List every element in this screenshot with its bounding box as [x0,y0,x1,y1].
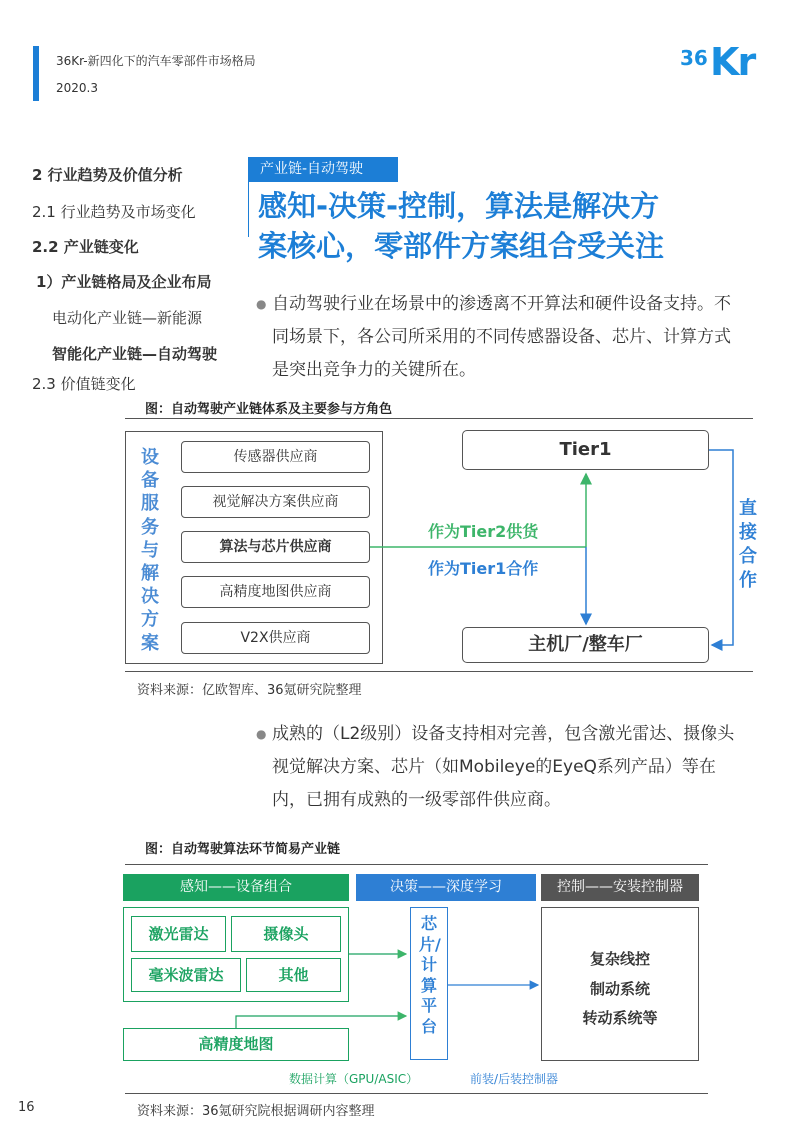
label-tier2-supply: 作为Tier2供货 [428,522,539,541]
bullet-icon: ● [256,297,267,311]
figure-2-source: 资料来源：36氪研究院根据调研内容整理 [137,1104,375,1119]
tier1-box: Tier1 [462,430,709,470]
toc-item-2[interactable]: 2 行业趋势及价值分析 [32,166,183,184]
device-other: 其他 [246,958,341,992]
device-mmwave-radar: 毫米波雷达 [131,958,241,992]
device-camera: 摄像头 [231,916,341,952]
paragraph-2-text: 成熟的（L2级别）设备支持相对完善，包含激光雷达、摄像头视觉解决方案、芯片（如Mobileye的EyeQ系列产品）等在内，已拥有成熟的一级零部件供应商。 [272,724,735,810]
perception-header: 感知——设备组合 [123,874,349,901]
figure-1-source: 资料来源：亿欧智库、36氪研究院整理 [137,683,362,698]
toc-item-2-2[interactable]: 2.2 产业链变化 [32,238,139,256]
report-date: 2020.3 [56,81,98,95]
supplier-vertical-label: 设备服务与解决方案 [141,447,159,654]
paragraph-1-text: 自动驾驶行业在场景中的渗透离不开算法和硬件设备支持。不同场景下，各公司所采用的不同传感器设备、芯片、计算方式是突出竞争力的关键所在。 [272,294,731,380]
control-item-steering: 转动系统等 [582,1009,658,1027]
hd-map-box: 高精度地图 [123,1028,349,1061]
headline-line-1: 感知-决策-控制，算法是解决方 [258,189,660,223]
decision-header: 决策——深度学习 [356,874,536,901]
toc-item-2-1[interactable]: 2.1 行业趋势及市场变化 [32,203,196,221]
control-item-wire: 复杂线控 [589,950,650,968]
section-tag-line [248,182,249,237]
supplier-hd-map: 高精度地图供应商 [181,576,370,608]
tier1-to-oem-direct-arrow [709,450,733,645]
oem-box: 主机厂/整车厂 [462,627,709,663]
figure-2-top-rule [125,864,708,865]
figure-2-caption: 图：自动驾驶算法环节简易产业链 [145,842,341,857]
direct-cooperation-label: 直接合作 [739,498,757,591]
toc-item-2-2-1[interactable]: 1）产业链格局及企业布局 [36,273,212,291]
header-accent-bar [33,46,39,101]
report-title: 36Kr-新四化下的汽车零部件市场格局 [56,54,256,68]
label-tier1-cooperate: 作为Tier1合作 [428,559,539,578]
section-tag: 产业链-自动驾驶 [248,157,398,182]
bullet-icon: ● [256,727,267,741]
control-item-brake: 制动系统 [589,980,650,998]
paragraph-1 [256,288,736,387]
supplier-v2x: V2X供应商 [181,622,370,654]
logo-number: 36 [680,46,708,70]
toc-item-ev-chain[interactable]: 电动化产业链—新能源 [52,309,203,327]
paragraph-2 [256,718,736,817]
chip-platform-label: 芯片/计算平台 [419,914,441,1036]
figure-1-top-rule [125,418,753,419]
supplier-sensor: 传感器供应商 [181,441,370,473]
toc-item-2-3[interactable]: 2.3 价值链变化 [32,375,136,393]
headline [258,186,738,266]
logo-letters: Kr [710,40,755,84]
note-data-compute: 数据计算（GPU/ASIC） [289,1072,419,1086]
figure-2-bottom-rule [125,1093,708,1094]
device-lidar: 激光雷达 [131,916,226,952]
toc-item-ad-chain[interactable]: 智能化产业链—自动驾驶 [52,345,218,363]
note-controller: 前装/后装控制器 [470,1072,559,1086]
map-to-chip-arrow [236,1016,406,1028]
supplier-vision: 视觉解决方案供应商 [181,486,370,518]
figure-1-caption: 图：自动驾驶产业链体系及主要参与方角色 [145,402,393,417]
control-header: 控制——安装控制器 [541,874,699,901]
figure-1-bottom-rule [125,671,753,672]
headline-line-2: 案核心，零部件方案组合受关注 [258,229,665,263]
page-number: 16 [18,1100,35,1115]
supplier-algorithm-chip: 算法与芯片供应商 [181,531,370,563]
